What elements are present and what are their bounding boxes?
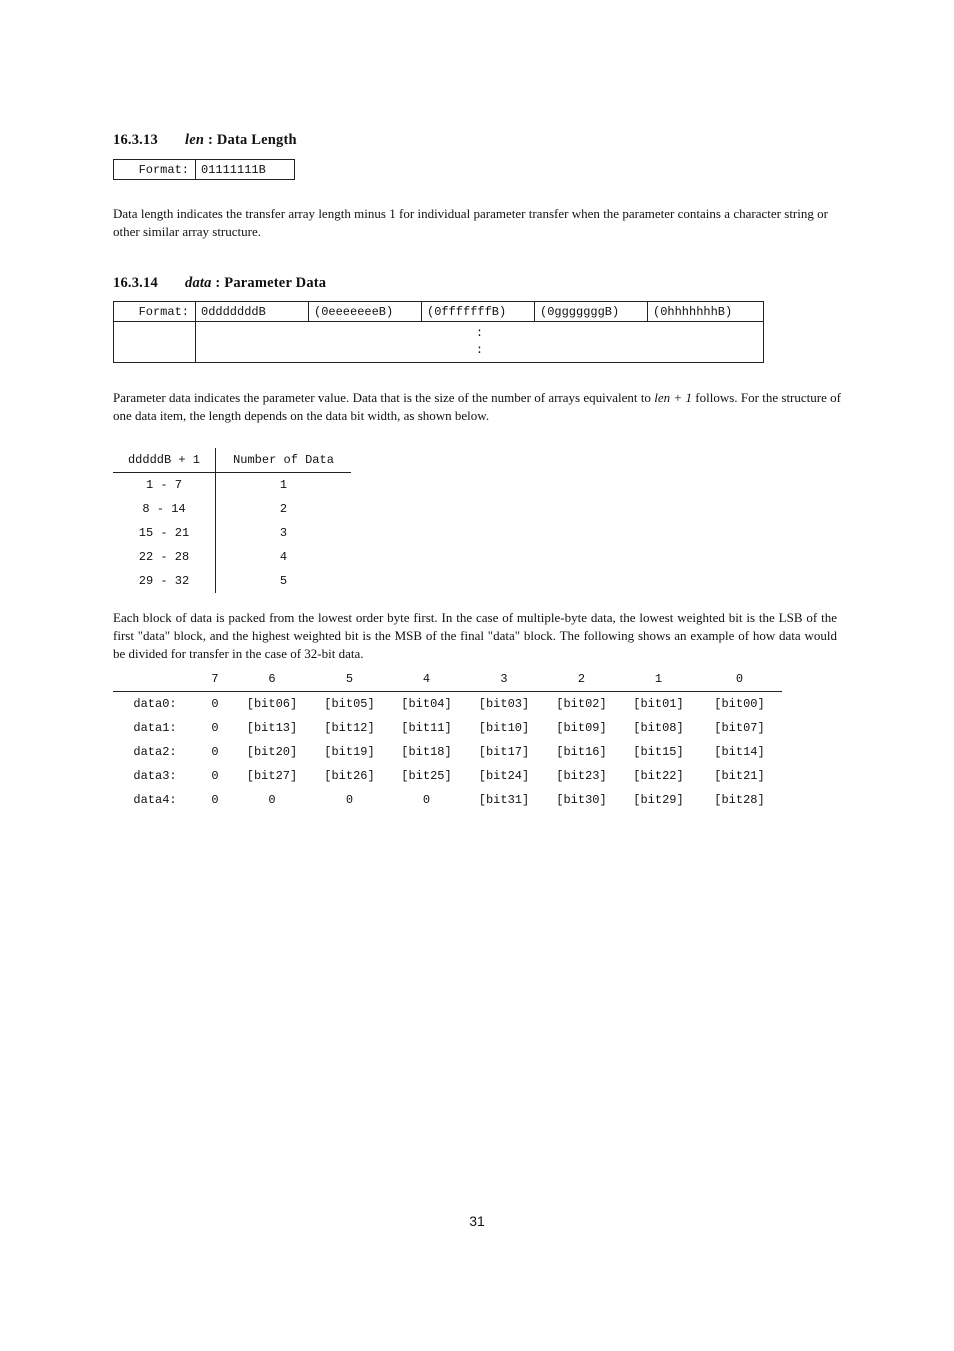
table-header: 7 — [197, 667, 233, 692]
paragraph-text: Parameter data indicates the parameter value. Data that is the size of the number of arrays equivalent to — [113, 390, 655, 405]
table-row — [113, 716, 782, 740]
table-cell: [bit04] — [401, 697, 452, 711]
table-cell: 5 — [279, 574, 288, 588]
format-field: (0eeeeeeeB) — [309, 302, 422, 322]
table-header: 6 — [233, 667, 311, 692]
table-cell: 0 — [211, 697, 219, 711]
bit-layout-table — [113, 667, 782, 812]
table-header: dddddB + 1 — [113, 448, 216, 473]
page-number: 31 — [469, 1213, 485, 1229]
format-empty-cell — [114, 322, 196, 363]
table-cell: [bit03] — [478, 697, 530, 711]
row-label: data4: — [133, 793, 177, 807]
packing-description: Each block of data is packed from the lowest order byte first. In the case of multiple-byte data, the lowest weighted bit is the LSB of the first "data" block, and the highest weighted bit is the MSB of the final "data" block. The following shows an example of how data would be divided for transfer in the case of 32-bit data. — [113, 610, 837, 661]
table-cell: 15 - 21 — [113, 521, 216, 545]
table-cell: [bit27] — [246, 769, 298, 783]
table-cell: 1 — [279, 478, 288, 492]
format-field: (0fffffffB) — [422, 302, 535, 322]
table-header: 2 — [543, 667, 620, 692]
table-cell: [bit14] — [714, 745, 765, 759]
table-cell: [bit26] — [324, 769, 375, 783]
table-cell: [bit19] — [324, 745, 375, 759]
table-cell: [bit28] — [714, 793, 765, 807]
table-cell: 0 — [211, 769, 219, 783]
table-cell: [bit25] — [401, 769, 452, 783]
table-cell: [bit13] — [246, 721, 298, 735]
section-keyword: len — [185, 132, 205, 148]
data-count-table — [113, 448, 351, 593]
table-cell: [bit17] — [478, 745, 530, 759]
table-cell: 22 - 28 — [113, 545, 216, 569]
table-cell: [bit31] — [478, 793, 530, 807]
section-number: 16.3.14 — [113, 275, 158, 291]
table-cell: [bit23] — [556, 769, 607, 783]
row-label: data0: — [133, 697, 177, 711]
section-title: : Data Length — [204, 132, 297, 148]
section-heading-len — [113, 132, 297, 149]
format-continuation — [196, 322, 764, 363]
table-cell: [bit30] — [556, 793, 607, 807]
table-cell: [bit29] — [633, 793, 684, 807]
row-label: data1: — [133, 721, 177, 735]
table-cell: [bit22] — [633, 769, 684, 783]
table-cell: [bit20] — [246, 745, 298, 759]
table-row — [113, 764, 782, 788]
format-field: (0gggggggB) — [535, 302, 648, 322]
table-cell: [bit06] — [246, 697, 298, 711]
table-cell: 0 — [211, 793, 219, 807]
table-cell: 4 — [279, 550, 288, 564]
table-header: 3 — [465, 667, 543, 692]
format-field: 0dddddddB — [196, 302, 309, 322]
table-header-row — [113, 448, 351, 473]
table-cell: [bit10] — [478, 721, 530, 735]
table-cell: [bit05] — [324, 697, 375, 711]
table-cell: 0 — [211, 721, 219, 735]
table-cell: 0 — [345, 793, 354, 807]
table-row — [113, 740, 782, 764]
table-row — [113, 788, 782, 812]
table-row — [113, 692, 782, 717]
data-format-box — [113, 301, 764, 363]
table-cell: [bit12] — [324, 721, 375, 735]
table-row — [113, 473, 351, 498]
continuation-mark: : — [475, 326, 484, 340]
table-cell: 0 — [211, 745, 219, 759]
format-value: 01111111B — [196, 160, 295, 180]
table-cell: 0 — [268, 793, 276, 807]
table-cell: [bit07] — [714, 721, 765, 735]
table-cell: [bit18] — [401, 745, 452, 759]
format-label: Format: — [114, 302, 196, 322]
continuation-mark: : — [475, 343, 484, 357]
table-cell: 3 — [279, 526, 288, 540]
table-header: 1 — [620, 667, 697, 692]
row-label: data3: — [133, 769, 177, 783]
table-header-row — [113, 667, 782, 692]
table-header: Number of Data — [216, 448, 352, 473]
format-field: (0hhhhhhhB) — [648, 302, 764, 322]
table-cell: [bit02] — [556, 697, 607, 711]
table-cell: [bit21] — [714, 769, 765, 783]
table-header: 4 — [388, 667, 465, 692]
table-cell: 2 — [279, 502, 288, 516]
table-row — [113, 545, 351, 569]
table-header — [113, 667, 197, 692]
section-heading-data — [113, 275, 326, 292]
table-cell: [bit00] — [714, 697, 765, 711]
row-label: data2: — [133, 745, 177, 759]
table-cell: [bit11] — [401, 721, 452, 735]
len-format-box — [113, 159, 295, 180]
table-cell: [bit09] — [556, 721, 607, 735]
format-label: Format: — [114, 160, 196, 180]
table-cell: [bit15] — [633, 745, 684, 759]
data-description — [113, 389, 841, 425]
table-cell: [bit01] — [633, 697, 684, 711]
table-cell: [bit16] — [556, 745, 607, 759]
table-row — [113, 569, 351, 593]
paragraph-emphasis: len + 1 — [654, 390, 692, 405]
table-cell: 1 - 7 — [113, 473, 216, 498]
table-cell: 29 - 32 — [113, 569, 216, 593]
table-header: 5 — [311, 667, 388, 692]
section-title: : Parameter Data — [211, 275, 327, 291]
table-cell: [bit08] — [633, 721, 684, 735]
table-row — [113, 497, 351, 521]
len-description: Data length indicates the transfer array length minus 1 for individual parameter transfer when the parameter contains a character string or other similar array structure. — [113, 206, 828, 239]
table-row — [113, 521, 351, 545]
table-cell: 8 - 14 — [113, 497, 216, 521]
paragraph-text: follows. For the structure of one data item, the length depends on the data bit width, as shown below. — [113, 390, 841, 423]
table-header: 0 — [697, 667, 782, 692]
table-cell: [bit24] — [478, 769, 530, 783]
section-number: 16.3.13 — [113, 132, 158, 148]
section-keyword: data — [185, 275, 212, 291]
table-cell: 0 — [422, 793, 431, 807]
